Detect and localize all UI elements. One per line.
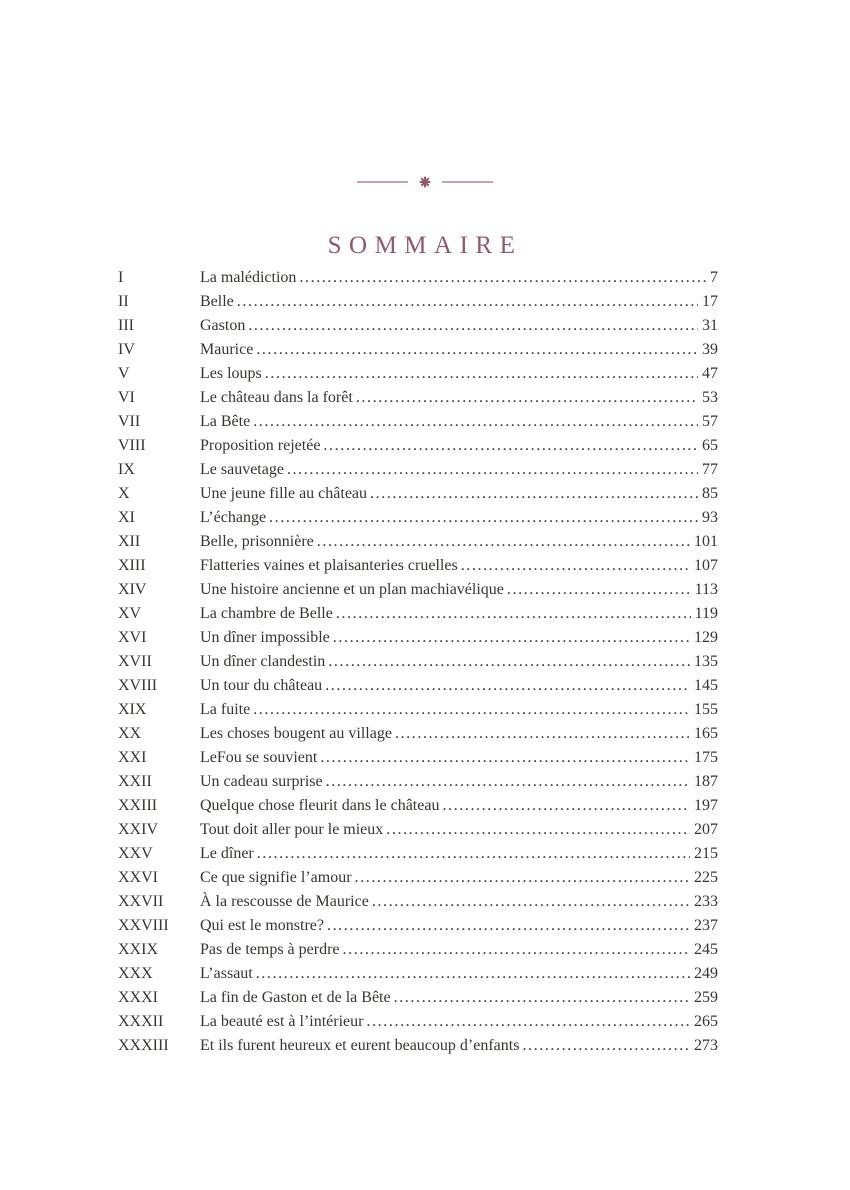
chapter-numeral: XV <box>118 605 142 622</box>
chapter-numeral: XXXI <box>118 989 158 1006</box>
toc-entry <box>118 986 718 1010</box>
toc-entry <box>118 938 718 962</box>
toc-entry <box>118 362 718 386</box>
chapter-numeral: XXIV <box>118 821 158 838</box>
dot-leader <box>395 722 690 746</box>
toc-entry <box>118 1010 718 1034</box>
page-number: 155 <box>694 701 718 718</box>
toc-entry <box>118 914 718 938</box>
chapter-numeral: XXXIII <box>118 1037 169 1054</box>
toc-entry <box>118 506 718 530</box>
chapter-title: La malédiction <box>200 269 297 286</box>
chapter-title: Ce que signifie l’amour <box>200 869 352 886</box>
chapter-numeral: I <box>118 269 124 286</box>
toc-entry <box>118 818 718 842</box>
dot-leader <box>386 818 690 842</box>
chapter-title: Une jeune fille au château <box>200 485 368 502</box>
toc-entry <box>118 1034 718 1058</box>
chapter-title: La fuite <box>200 701 251 718</box>
chapter-title: La chambre de Belle <box>200 605 333 622</box>
chapter-title: La beauté est à l’intérieur <box>200 1013 364 1030</box>
toc-entry <box>118 266 718 290</box>
chapter-numeral: XXI <box>118 749 147 766</box>
chapter-title: Belle <box>200 293 234 310</box>
dot-leader <box>333 626 690 650</box>
dot-leader <box>328 650 690 674</box>
chapter-title: LeFou se souvient <box>200 749 318 766</box>
toc-entry <box>118 626 718 650</box>
chapter-title: Les loups <box>200 365 262 382</box>
page-number: 129 <box>694 629 718 646</box>
dot-leader <box>356 386 698 410</box>
dot-leader <box>507 578 691 602</box>
page-number: 259 <box>694 989 718 1006</box>
page-number: 273 <box>694 1037 718 1054</box>
page-number: 101 <box>694 533 718 550</box>
chapter-numeral: II <box>118 293 129 310</box>
page-number: 119 <box>694 605 718 622</box>
dot-leader <box>253 410 698 434</box>
chapter-numeral: XX <box>118 725 142 742</box>
page-number: 215 <box>694 845 718 862</box>
chapter-title: Les choses bougent au village <box>200 725 392 742</box>
dot-leader <box>256 962 690 986</box>
toc-entry <box>118 602 718 626</box>
dot-leader <box>355 866 690 890</box>
chapter-numeral: III <box>118 317 134 334</box>
chapter-title: Un tour du château <box>200 677 323 694</box>
toc-entry <box>118 842 718 866</box>
page-number: 265 <box>694 1013 718 1030</box>
dot-leader <box>317 530 690 554</box>
chapter-title: Belle, prisonnière <box>200 533 314 550</box>
asterisk-ornament-icon <box>419 176 431 188</box>
dot-leader <box>287 458 698 482</box>
chapter-numeral: XXVIII <box>118 917 169 934</box>
toc-entry <box>118 746 718 770</box>
toc-entry <box>118 386 718 410</box>
toc-entry <box>118 410 718 434</box>
dot-leader <box>256 338 698 362</box>
toc-entry <box>118 434 718 458</box>
page-number: 7 <box>710 269 718 286</box>
dot-leader <box>394 986 690 1010</box>
toc-entry <box>118 530 718 554</box>
dot-leader <box>522 1034 690 1058</box>
chapter-title: La Bête <box>200 413 251 430</box>
chapter-title: Flatteries vaines et plaisanteries cruelles <box>200 557 458 574</box>
page-number: 57 <box>702 413 718 430</box>
chapter-numeral: XVIII <box>118 677 158 694</box>
page-number: 187 <box>694 773 718 790</box>
dot-leader <box>320 746 690 770</box>
page-number: 17 <box>702 293 718 310</box>
toc-entry <box>118 722 718 746</box>
toc-entry <box>118 458 718 482</box>
toc-entry <box>118 794 718 818</box>
chapter-title: Le sauvetage <box>200 461 284 478</box>
toc-entry <box>118 554 718 578</box>
page-number: 233 <box>694 893 718 910</box>
chapter-title: Qui est le monstre? <box>200 917 324 934</box>
chapter-title: L’échange <box>200 509 267 526</box>
page-number: 175 <box>694 749 718 766</box>
page-number: 93 <box>702 509 718 526</box>
page-number: 225 <box>694 869 718 886</box>
toc-entry <box>118 674 718 698</box>
page-number: 39 <box>702 341 718 358</box>
chapter-numeral: XIV <box>118 581 147 598</box>
chapter-title: Le dîner <box>200 845 254 862</box>
dot-leader <box>336 602 691 626</box>
toc-entry <box>118 290 718 314</box>
page-number: 249 <box>694 965 718 982</box>
chapter-numeral: V <box>118 365 130 382</box>
dot-leader <box>442 794 690 818</box>
chapter-numeral: XXVII <box>118 893 164 910</box>
dot-leader <box>257 842 690 866</box>
chapter-numeral: VI <box>118 389 135 406</box>
page-number: 165 <box>694 725 718 742</box>
chapter-numeral: X <box>118 485 130 502</box>
chapter-numeral: XXVI <box>118 869 158 886</box>
page-number: 197 <box>694 797 718 814</box>
chapter-numeral: XVI <box>118 629 147 646</box>
chapter-title: Maurice <box>200 341 254 358</box>
chapter-numeral: XXII <box>118 773 152 790</box>
chapter-title: Quelque chose fleurit dans le château <box>200 797 440 814</box>
chapter-numeral: XXV <box>118 845 153 862</box>
chapter-numeral: XXX <box>118 965 153 982</box>
toc-entry <box>118 578 718 602</box>
toc-entry <box>118 698 718 722</box>
dot-leader <box>327 914 690 938</box>
page-number: 237 <box>694 917 718 934</box>
page-number: 47 <box>702 365 718 382</box>
page-number: 207 <box>694 821 718 838</box>
chapter-title: Un cadeau surprise <box>200 773 323 790</box>
page-number: 53 <box>702 389 718 406</box>
chapter-title: Proposition rejetée <box>200 437 321 454</box>
toc-entry <box>118 338 718 362</box>
page-number: 135 <box>694 653 718 670</box>
chapter-numeral: XXXII <box>118 1013 164 1030</box>
chapter-numeral: XXIX <box>118 941 158 958</box>
dot-leader <box>325 674 690 698</box>
page-number: 85 <box>702 485 718 502</box>
toc-entry <box>118 866 718 890</box>
chapter-title: Pas de temps à perdre <box>200 941 340 958</box>
toc-entry <box>118 962 718 986</box>
chapter-title: Gaston <box>200 317 246 334</box>
chapter-title: Un dîner impossible <box>200 629 330 646</box>
dot-leader <box>370 482 698 506</box>
dot-leader <box>299 266 706 290</box>
dot-leader <box>265 362 698 386</box>
dot-leader <box>343 938 690 962</box>
dot-leader <box>269 506 698 530</box>
divider-line-right <box>442 181 493 183</box>
dot-leader <box>372 890 690 914</box>
dot-leader <box>237 290 698 314</box>
page-number: 107 <box>694 557 718 574</box>
chapter-title: Le château dans la forêt <box>200 389 353 406</box>
chapter-numeral: IX <box>118 461 135 478</box>
toc-entry <box>118 650 718 674</box>
toc-entry <box>118 890 718 914</box>
chapter-title: L’assaut <box>200 965 253 982</box>
chapter-title: À la rescousse de Maurice <box>200 893 369 910</box>
dot-leader <box>461 554 690 578</box>
toc-entry <box>118 770 718 794</box>
chapter-title: La fin de Gaston et de la Bête <box>200 989 391 1006</box>
chapter-title: Une histoire ancienne et un plan machiavélique <box>200 581 504 598</box>
dot-leader <box>253 698 690 722</box>
page-number: 77 <box>702 461 718 478</box>
page-number: 31 <box>702 317 718 334</box>
dot-leader <box>326 770 690 794</box>
dot-leader <box>248 314 698 338</box>
chapter-numeral: XVII <box>118 653 152 670</box>
chapter-numeral: XXIII <box>118 797 158 814</box>
page-number: 145 <box>694 677 718 694</box>
page-number: 113 <box>694 581 718 598</box>
toc-entry <box>118 314 718 338</box>
dot-leader <box>366 1010 690 1034</box>
chapter-title: Un dîner clandestin <box>200 653 326 670</box>
chapter-numeral: XI <box>118 509 135 526</box>
dot-leader <box>323 434 698 458</box>
divider-line-left <box>357 181 408 183</box>
toc-list <box>118 266 718 1058</box>
page-number: 65 <box>702 437 718 454</box>
chapter-numeral: XII <box>118 533 141 550</box>
chapter-numeral: XIX <box>118 701 147 718</box>
chapter-title: Et ils furent heureux et eurent beaucoup d’enfants <box>200 1037 520 1054</box>
toc-entry <box>118 482 718 506</box>
ornament-divider <box>0 175 850 189</box>
chapter-numeral: VII <box>118 413 141 430</box>
chapter-numeral: XIII <box>118 557 146 574</box>
page-title: SOMMAIRE <box>327 231 523 259</box>
chapter-numeral: VIII <box>118 437 146 454</box>
page-number: 245 <box>694 941 718 958</box>
chapter-numeral: IV <box>118 341 135 358</box>
chapter-title: Tout doit aller pour le mieux <box>200 821 384 838</box>
